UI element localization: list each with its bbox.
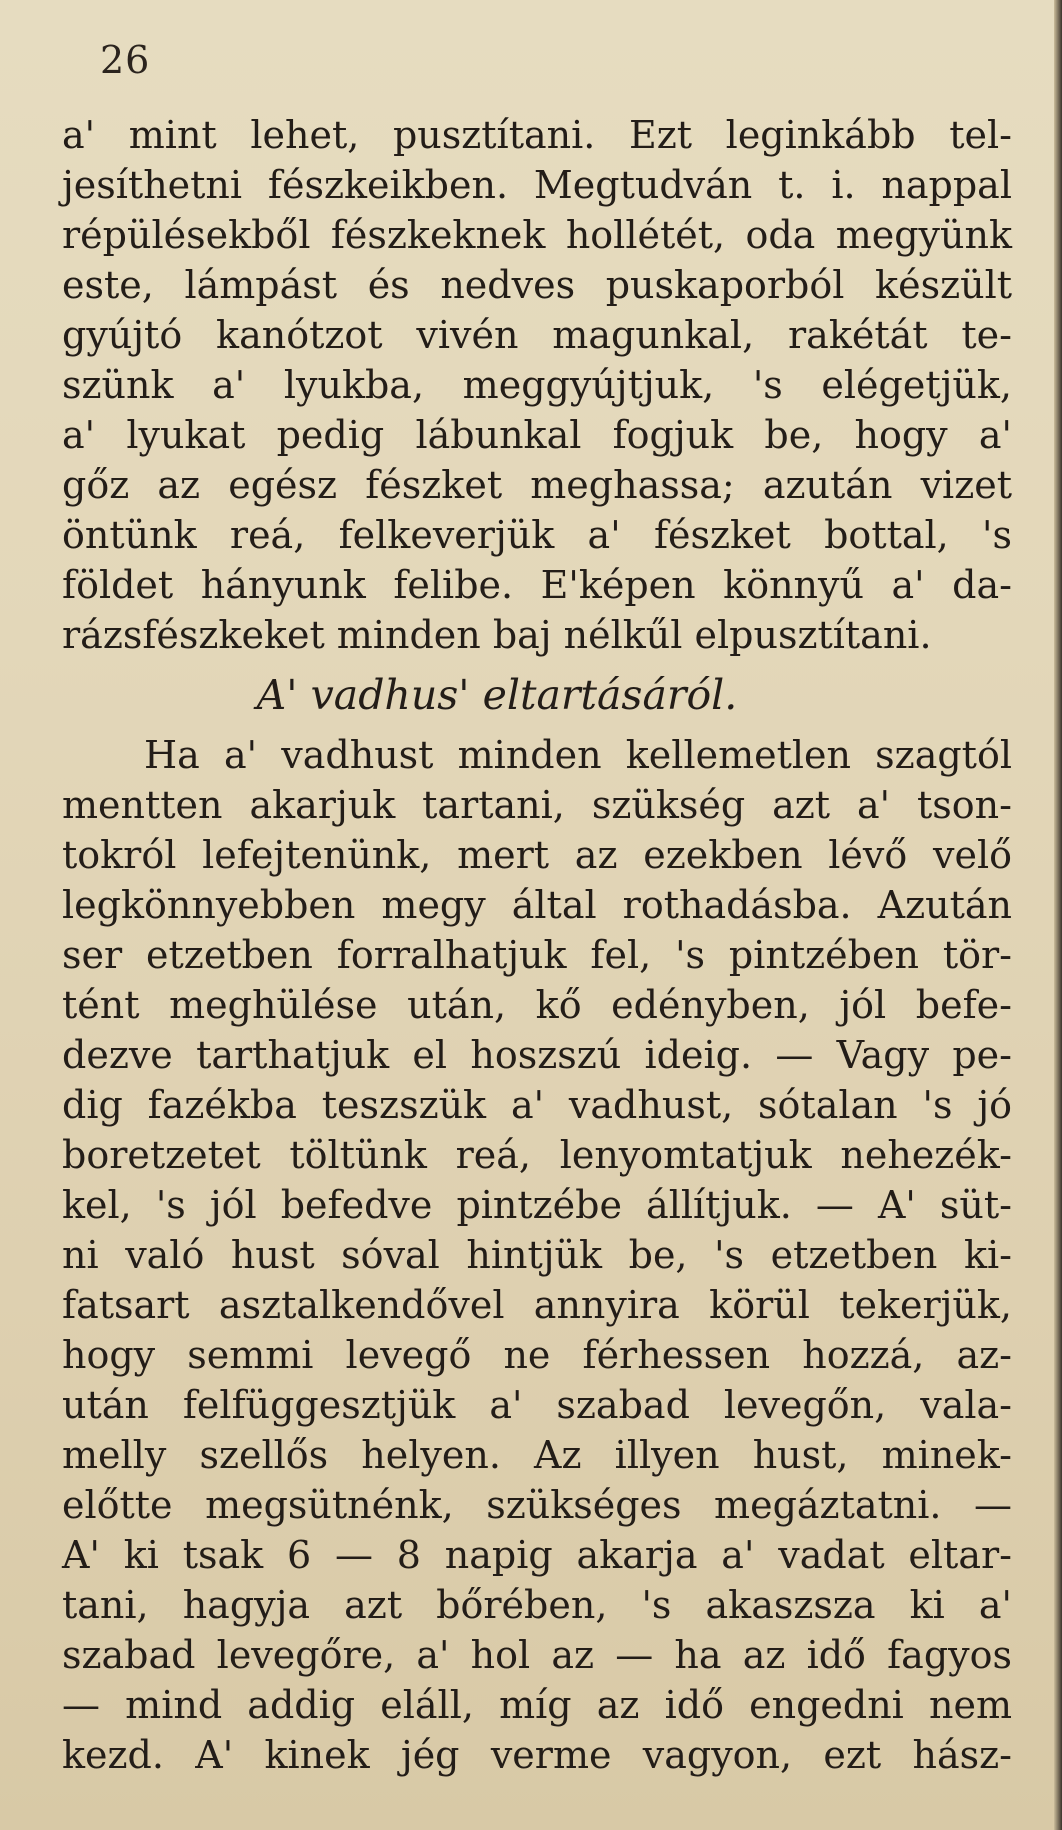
text-line: A' ki tsak 6 — 8 napig akarja a' vadat eltar-: [62, 1533, 1012, 1577]
text-line: mentten akarjuk tartani, szükség azt a' tson-: [62, 783, 1012, 827]
text-line: földet hányunk felibe. E'képen könnyű a' da-: [62, 563, 1012, 607]
text-line: után felfüggesztjük a' szabad levegőn, vala-: [62, 1383, 1012, 1427]
text-line: Ha a' vadhust minden kellemetlen szagtól: [144, 733, 1012, 777]
text-line: este, lámpást és nedves puskaporból készült: [62, 263, 1012, 307]
text-line: tokról lefejtenünk, mert az ezekben lévő velő: [62, 833, 1012, 877]
text-line: hogy semmi levegő ne férhessen hozzá, az-: [62, 1333, 1012, 1377]
text-line: ser etzetben forralhatjuk fel, 's pintzében tör-: [62, 933, 1012, 977]
page-number: 26: [100, 38, 151, 82]
page-text: [62, 110, 1012, 1780]
text-line: dig fazékba teszszük a' vadhust, sótalan 's jó: [62, 1083, 1012, 1127]
text-line: öntünk reá, felkeverjük a' fészket bottal, 's: [62, 513, 1012, 557]
paragraph-wasp-nests: [62, 110, 1012, 660]
text-line: szabad levegőre, a' hol az — ha az idő fagyos: [62, 1633, 1012, 1677]
text-line: legkönnyebben megy által rothadásba. Azután: [62, 883, 1012, 927]
text-line: a' mint lehet, pusztítani. Ezt leginkább tel-: [62, 113, 1012, 157]
text-line: jesíthetni fészkeikben. Megtudván t. i. nappal: [62, 163, 1012, 207]
page-edge-shadow: [1054, 0, 1062, 1830]
text-line: répülésekből fészkeknek hollétét, oda megyünk: [62, 213, 1012, 257]
text-line: tani, hagyja azt bőrében, 's akaszsza ki a': [62, 1583, 1012, 1627]
text-line: a' lyukat pedig lábunkal fogjuk be, hogy a': [62, 413, 1012, 457]
text-line: gőz az egész fészket meghassa; azután vizet: [62, 463, 1012, 507]
text-line: ni való hust sóval hintjük be, 's etzetben ki-: [62, 1233, 1012, 1277]
text-line: — mind addig eláll, míg az idő engedni nem: [62, 1683, 1012, 1727]
text-line: előtte megsütnénk, szükséges megáztatni. —: [62, 1483, 1012, 1527]
text-line: boretzetet töltünk reá, lenyomtatjuk nehezék-: [62, 1133, 1012, 1177]
paragraph-game-meat: [62, 730, 1012, 1780]
text-line: gyújtó kanótzot vivén magunkal, rakétát te-: [62, 313, 1012, 357]
text-line: melly szellős helyen. Az illyen hust, minek-: [62, 1433, 1012, 1477]
text-line: rázsfészkeket minden baj nélkűl elpusztítani.: [62, 613, 932, 657]
text-line: dezve tarthatjuk el hoszszú ideig. — Vagy pe-: [62, 1033, 1012, 1077]
text-line: tént meghülése után, kő edényben, jól befe-: [62, 983, 1012, 1027]
text-line: fatsart asztalkendővel annyira körül tekerjük,: [62, 1283, 1012, 1327]
section-heading: A' vadhus' eltartásáról.: [256, 671, 738, 719]
text-line: kezd. A' kinek jég verme vagyon, ezt hász-: [62, 1733, 1012, 1777]
text-line: kel, 's jól befedve pintzébe állítjuk. — A' süt-: [62, 1183, 1012, 1227]
text-line: szünk a' lyukba, meggyújtjuk, 's elégetjük,: [62, 363, 1012, 407]
